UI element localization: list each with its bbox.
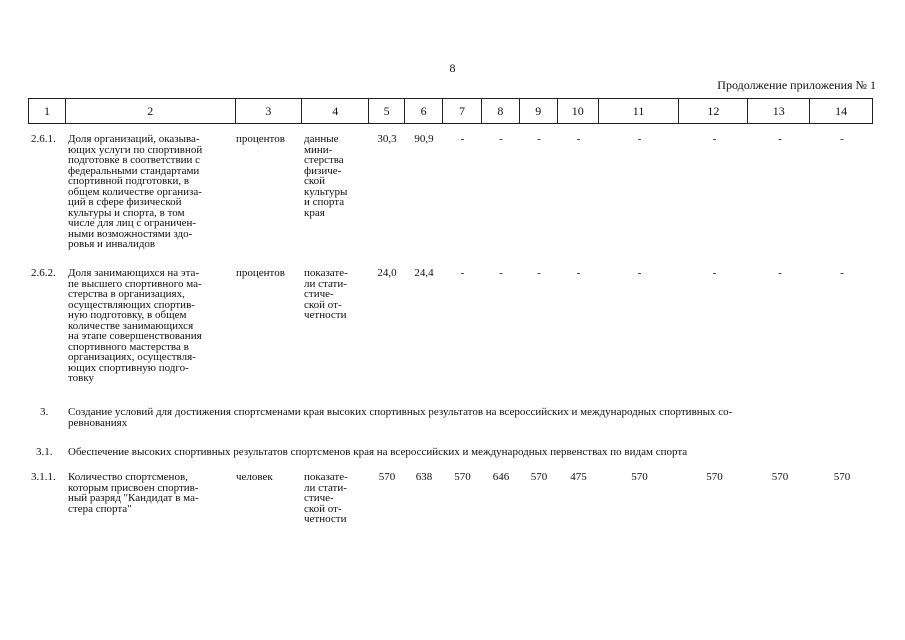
section-3-title (68, 407, 858, 428)
row-code: 2.6.1. (31, 133, 56, 145)
row-value-col-12: 570 (706, 471, 723, 483)
source-line: края (304, 206, 325, 219)
row-value-col-11: - (637, 267, 642, 279)
header-col-5: 5 (369, 99, 405, 123)
row-value-col-6: 24,4 (414, 267, 434, 279)
indicator-name-line: количестве занимающихся (68, 319, 194, 332)
indicator-name-line: ными возможностями здо- (68, 227, 193, 240)
indicator-name-line: на этапе совершенствования (68, 330, 202, 342)
row-unit: процентов (236, 133, 285, 145)
row-value-col-9: 570 (530, 471, 548, 483)
section-3-title-line: Создание условий для достижения спортсменами края высоких спортивных результатов на всероссийских и международных спортивных со- (68, 406, 733, 418)
row-source (304, 268, 368, 321)
indicator-name-line: ный разряд "Кандидат в ма- (68, 492, 199, 504)
source-line: физиче- (304, 164, 342, 177)
indicator-name-line: организациях, осуществля- (68, 351, 196, 363)
row-value-col-13: - (778, 133, 782, 145)
source-line: ли стати- (304, 277, 347, 290)
source-line: данные (304, 133, 339, 145)
row-code: 3.1.1. (31, 471, 56, 483)
section-3-1-title: Обеспечение высоких спортивных результатов спортсменов края на всероссийских и международных первенствах по видам спорта (68, 446, 688, 458)
indicator-name-line: Доля занимающихся на эта- (68, 267, 200, 279)
header-col-14: 14 (835, 104, 848, 118)
row-unit: процентов (236, 267, 285, 279)
section-3-1-code: 3.1. (36, 446, 53, 458)
section-3-code: 3. (40, 406, 49, 418)
header-col-11: 11 (599, 99, 680, 123)
header-col-10: 10 (558, 99, 599, 123)
row-value-col-14: - (840, 267, 844, 279)
indicator-name-line: ющих услуги по спортивной (68, 143, 203, 156)
source-line: стиче- (304, 288, 334, 300)
indicator-name-line: стера спорта" (68, 502, 132, 515)
row-unit: человек (236, 471, 273, 483)
source-line: показате- (304, 267, 348, 279)
indicator-name-line: осуществляющих спортив- (68, 298, 195, 311)
source-line: показате- (304, 471, 348, 483)
indicator-name-line: пе высшего спортивного ма- (68, 277, 202, 290)
indicator-name-line: подготовке в соответствии с (68, 154, 201, 166)
row-value-col-8: - (499, 267, 503, 279)
row-source (304, 472, 368, 525)
indicator-name-line: числе для лиц с ограничен- (68, 217, 197, 229)
row-indicator-name (68, 472, 236, 514)
row-value-col-11: - (637, 133, 642, 145)
source-line: мини- (304, 143, 333, 156)
header-col-6: 6 (405, 99, 443, 123)
source-line: стерства (304, 154, 344, 166)
indicator-name-line: общем количестве организа- (68, 185, 202, 198)
source-line: и спорта (304, 196, 345, 208)
header-col-7: 7 (443, 99, 482, 123)
source-line: стиче- (304, 492, 334, 504)
table-header (28, 98, 873, 124)
source-line: ской (304, 175, 326, 187)
indicator-name-line: Доля организаций, оказыва- (68, 133, 200, 145)
row-value-col-7: - (460, 133, 465, 145)
header-col-12: 12 (679, 99, 748, 123)
header-col-9: 9 (520, 99, 558, 123)
indicator-name-line: стерства в организациях, (68, 288, 185, 300)
row-value-col-14: 570 (833, 471, 851, 483)
appendix-continuation-label: Продолжение приложения № 1 (717, 78, 876, 92)
row-value-col-8: - (499, 133, 503, 145)
row-value-col-10: - (576, 267, 581, 279)
row-value-col-14: - (840, 133, 844, 145)
row-value-col-7: 570 (454, 471, 471, 483)
row-value-col-9: - (537, 133, 541, 145)
page-number: 8 (449, 61, 456, 75)
header-col-13: 13 (748, 99, 810, 123)
indicator-name-line: ющих спортивную подго- (68, 361, 189, 374)
row-value-col-12: - (712, 133, 717, 145)
indicator-name-line: ровья и инвалидов (68, 238, 156, 250)
row-indicator-name (68, 268, 236, 384)
row-source (304, 134, 368, 218)
header-col-8: 8 (482, 99, 520, 123)
row-value-col-6: 90,9 (414, 133, 434, 145)
section-3-title-line: ревнованиях (68, 416, 128, 429)
header-col-2: 2 (66, 99, 236, 123)
row-value-col-7: - (460, 267, 465, 279)
row-value-col-11: 570 (631, 471, 648, 483)
header-col-4: 4 (302, 99, 369, 123)
row-code: 2.6.2. (31, 267, 56, 279)
indicator-name-line: которым присвоен спортив- (68, 481, 199, 494)
indicator-name-line: федеральными стандартами (68, 164, 200, 177)
row-value-col-13: - (778, 267, 782, 279)
row-value-col-10: 475 (570, 471, 587, 483)
indicator-name-line: ций в сфере физической (68, 196, 182, 208)
indicator-name-line: спортивного мастерства в (68, 340, 189, 353)
row-value-col-5: 570 (378, 471, 396, 483)
indicator-name-line: спортивной подготовки, в (68, 175, 190, 187)
row-value-col-6: 638 (415, 471, 433, 483)
indicator-name-line: товку (68, 372, 95, 384)
row-value-col-10: - (576, 133, 581, 145)
row-value-col-9: - (537, 267, 541, 279)
header-col-1: 1 (29, 99, 66, 123)
header-col-3: 3 (236, 99, 303, 123)
indicator-name-line: ную подготовку, в общем (68, 309, 187, 321)
source-line: ской от- (304, 502, 342, 515)
row-value-col-8: 646 (492, 471, 510, 483)
row-value-col-5: 30,3 (377, 133, 397, 145)
source-line: ли стати- (304, 481, 347, 494)
source-line: четности (304, 513, 347, 525)
row-value-col-5: 24,0 (377, 267, 397, 279)
source-line: культуры (304, 185, 348, 198)
row-value-col-13: 570 (771, 471, 789, 483)
indicator-name-line: культуры и спорта, в том (68, 206, 185, 219)
row-indicator-name (68, 134, 236, 250)
indicator-name-line: Количество спортсменов, (68, 471, 188, 483)
row-value-col-12: - (712, 267, 717, 279)
source-line: четности (304, 309, 347, 321)
source-line: ской от- (304, 298, 342, 311)
